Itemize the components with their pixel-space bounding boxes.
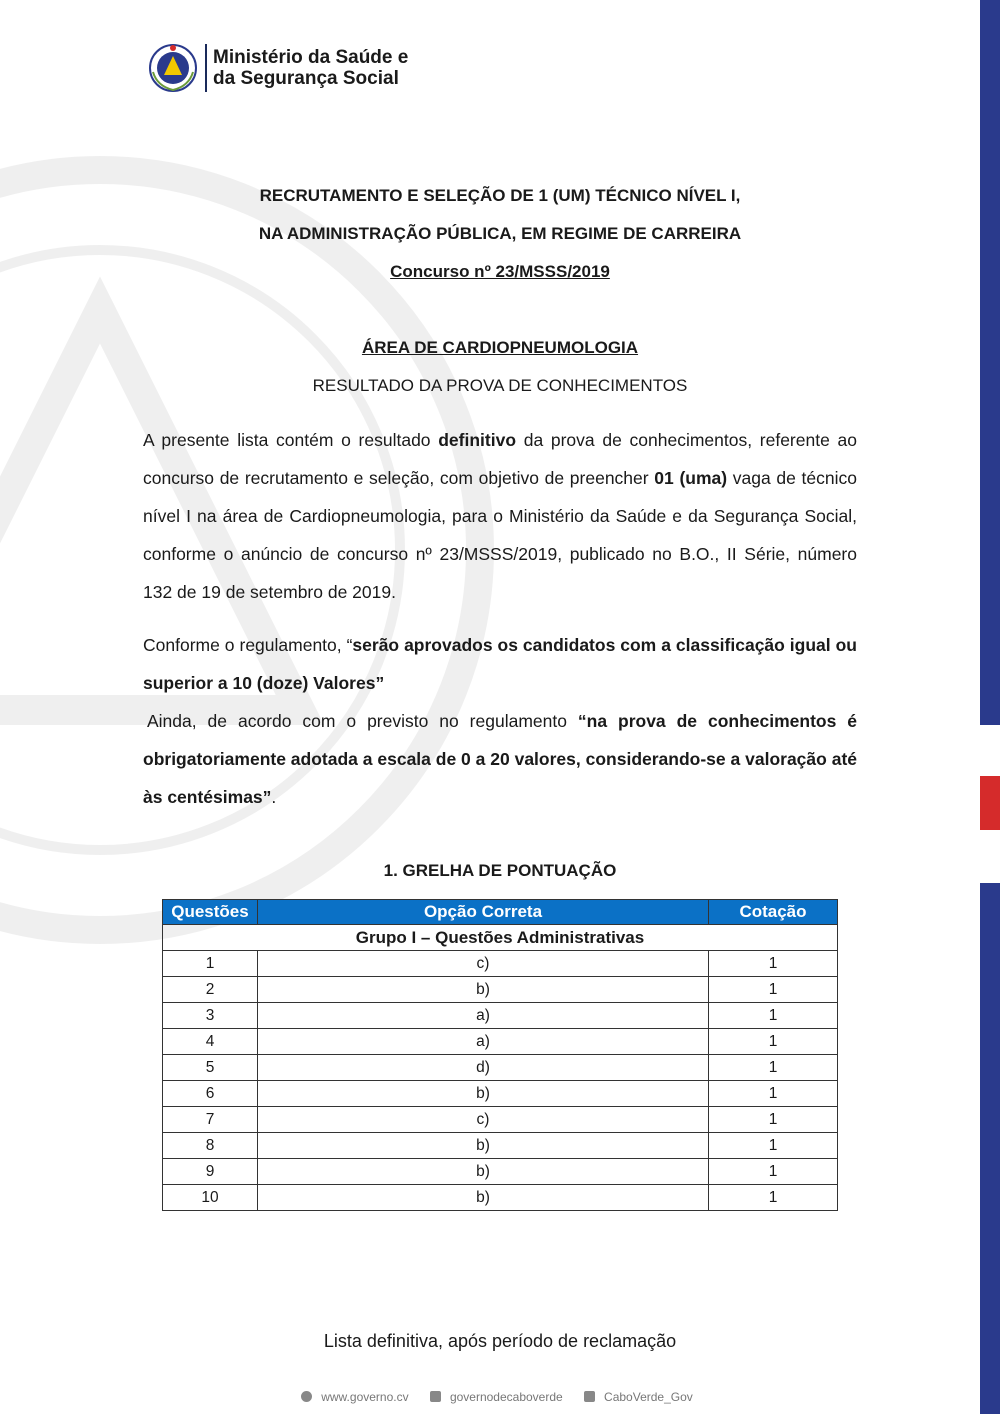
group-label: Grupo I – Questões Administrativas [163, 925, 838, 951]
area-title: ÁREA DE CARDIOPNEUMOLOGIA [361, 338, 639, 357]
scale-text-b: “na prova de conhecimentos é obrigatoriamente adotada a escala de 0 a 20 valores, considerando-se a valoração até às centésimas” [143, 711, 857, 807]
table-row [163, 1029, 838, 1055]
correct-option: b) [258, 1159, 709, 1185]
group-row [163, 925, 838, 951]
table-row [163, 951, 838, 977]
logo-divider [205, 44, 207, 92]
twitter-icon [584, 1391, 595, 1402]
question-number: 5 [163, 1055, 258, 1081]
correct-option: b) [258, 1185, 709, 1211]
score-value: 1 [709, 977, 838, 1003]
correct-option: d) [258, 1055, 709, 1081]
score-value: 1 [709, 1159, 838, 1185]
table-row [163, 1159, 838, 1185]
table-row [163, 977, 838, 1003]
document-title-line1: RECRUTAMENTO E SELEÇÃO DE 1 (UM) TÉCNICO NÍVEL I, [259, 186, 741, 205]
facebook-text: governodecaboverde [449, 1390, 563, 1404]
website-link[interactable] [301, 1390, 414, 1404]
ministry-name-line2: da Segurança Social [213, 68, 399, 89]
ministry-name-line1: Ministério da Saúde e [213, 47, 409, 68]
scale-text-c: . [271, 787, 277, 807]
side-stripe-blue-top [980, 0, 1000, 725]
footer-note: Lista definitiva, após período de reclamação [323, 1331, 677, 1351]
table-row [163, 1003, 838, 1029]
score-value: 1 [709, 1185, 838, 1211]
facebook-icon [430, 1391, 441, 1402]
section-title: 1. GRELHA DE PONTUAÇÃO [383, 861, 617, 880]
globe-icon [301, 1391, 312, 1402]
intro-text-a: A presente lista contém o resultado [143, 430, 439, 450]
table-row [163, 1133, 838, 1159]
header-score: Cotação [709, 900, 838, 925]
table-row [163, 1055, 838, 1081]
ministry-name [213, 47, 408, 89]
regulation-text-a: Conforme o regulamento, “ [143, 635, 353, 655]
side-stripe-red [980, 776, 1000, 830]
table-row [163, 1107, 838, 1133]
regulation-text-b: serão aprovados os candidatos com a classificação igual ou superior a 10 (doze) Valores” [143, 635, 857, 693]
intro-paragraph [143, 421, 857, 611]
regulation-paragraph [143, 626, 857, 702]
correct-option: a) [258, 1003, 709, 1029]
score-value: 1 [709, 1029, 838, 1055]
ministry-header [147, 42, 408, 94]
table-header-row [163, 900, 838, 925]
intro-text-definitive: definitivo [438, 430, 517, 450]
scale-text-a: Ainda, de acordo com o previsto no regulamento [147, 711, 578, 731]
score-value: 1 [709, 1003, 838, 1029]
question-number: 4 [163, 1029, 258, 1055]
question-number: 9 [163, 1159, 258, 1185]
correct-option: a) [258, 1029, 709, 1055]
correct-option: c) [258, 1107, 709, 1133]
coat-of-arms-icon [147, 42, 199, 94]
question-number: 1 [163, 951, 258, 977]
social-footer [0, 1390, 1000, 1404]
question-number: 3 [163, 1003, 258, 1029]
document-title-line2: NA ADMINISTRAÇÃO PÚBLICA, EM REGIME DE CARREIRA [258, 224, 742, 243]
document-subtitle: RESULTADO DA PROVA DE CONHECIMENTOS [312, 376, 688, 395]
question-number: 7 [163, 1107, 258, 1133]
intro-text-e: vaga de técnico nível I na área de Cardiopneumologia, para o Ministério da Saúde e da Segurança Social, conforme o anúncio de concurso nº 23/MSSS/2019, publicado no B.O., II Série, número 132 de 19 de setembro de 2019. [143, 468, 858, 602]
question-number: 6 [163, 1081, 258, 1107]
intro-text-c: da prova de conhecimentos, referente ao concurso de recrutamento e seleção, com objetivo de preencher [143, 430, 857, 488]
correct-option: b) [258, 1133, 709, 1159]
score-value: 1 [709, 951, 838, 977]
header-questions: Questões [163, 900, 258, 925]
score-value: 1 [709, 1133, 838, 1159]
website-text: www.governo.cv [321, 1390, 409, 1404]
score-value: 1 [709, 1055, 838, 1081]
table-row [163, 1185, 838, 1211]
intro-text-vacancy: 01 (uma) [654, 468, 728, 488]
score-grid-table [162, 899, 838, 1211]
correct-option: b) [258, 1081, 709, 1107]
table-row [163, 1081, 838, 1107]
twitter-link[interactable] [584, 1390, 699, 1404]
twitter-text: CaboVerde_Gov [604, 1390, 693, 1404]
contest-number: Concurso nº 23/MSSS/2019 [390, 262, 610, 281]
correct-option: c) [258, 951, 709, 977]
score-value: 1 [709, 1107, 838, 1133]
question-number: 10 [163, 1185, 258, 1211]
facebook-link[interactable] [430, 1390, 569, 1404]
scale-paragraph [143, 702, 857, 816]
correct-option: b) [258, 977, 709, 1003]
header-correct-option: Opção Correta [258, 900, 709, 925]
score-value: 1 [709, 1081, 838, 1107]
question-number: 8 [163, 1133, 258, 1159]
question-number: 2 [163, 977, 258, 1003]
